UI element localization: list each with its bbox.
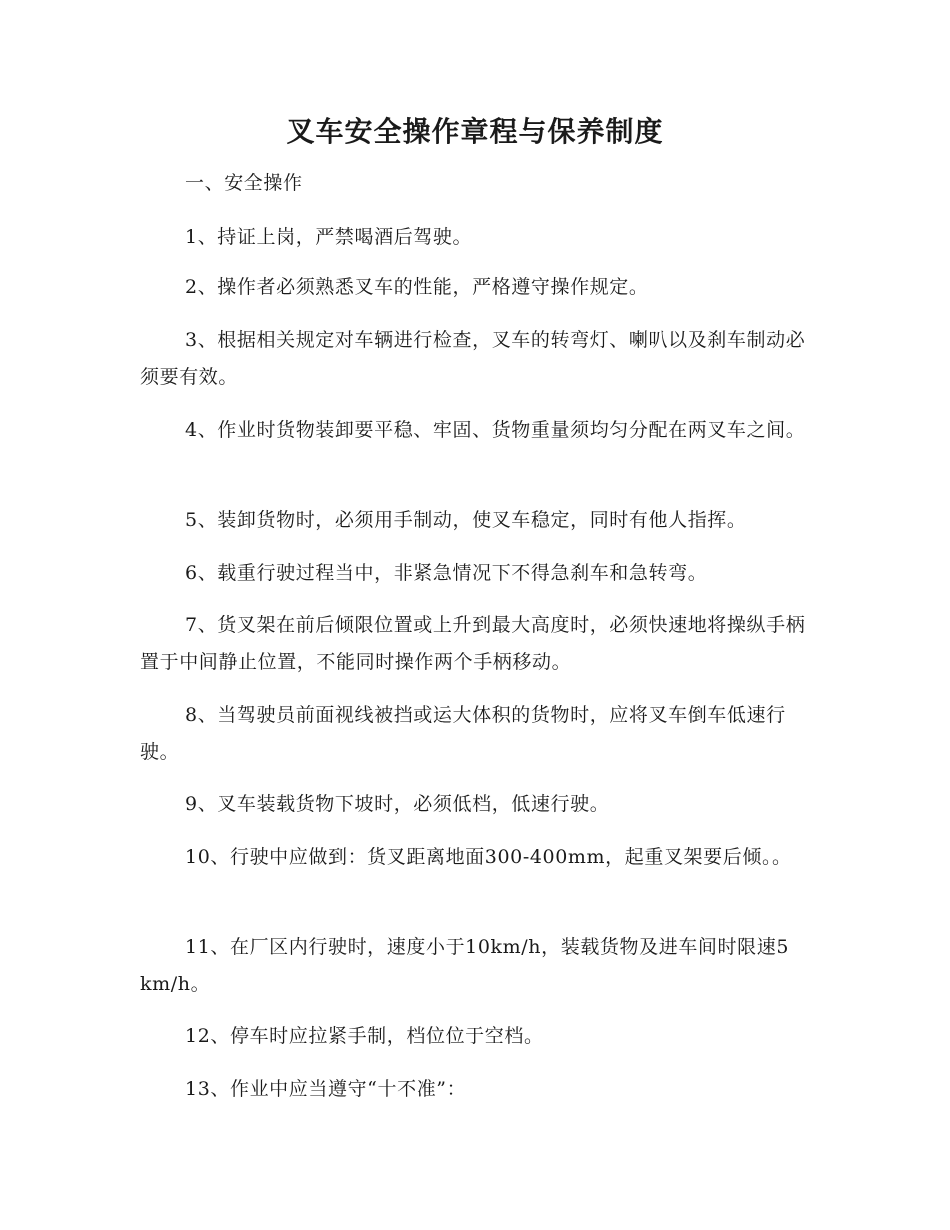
rule-item-13: 13、作业中应当遵守“十不准”： [185,1078,467,1100]
rule-item-11: 11、在厂区内行驶时，速度小于10km/h，装载货物及进车间时限速5 km/h。 [140,936,790,995]
section-heading: 一、安全操作 [185,172,303,194]
rule-item-12: 12、停车时应拉紧手制，档位位于空档。 [185,1025,544,1047]
rule-item-5: 5、装卸货物时，必须用手制动，使叉车稳定，同时有他人指挥。 [185,509,747,531]
rule-item-1: 1、持证上岗，严禁喝酒后驾驶。 [185,226,473,248]
rule-item-8: 8、当驾驶员前面视线被挡或运大体积的货物时，应将叉车倒车低速行驶。 [140,704,786,763]
rule-item-4: 4、作业时货物装卸要平稳、牢固、货物重量须均匀分配在两叉车之间。 [185,419,806,441]
rule-item-2: 2、操作者必须熟悉叉车的性能，严格遵守操作规定。 [185,276,649,298]
rule-item-7: 7、货叉架在前后倾限位置或上升到最大高度时，必须快速地将操纵手柄置于中间静止位置，不能同时操作两个手柄移动。 [140,614,806,673]
document-title: 叉车安全操作章程与保养制度 [286,115,664,148]
rule-item-10: 10、行驶中应做到：货叉距离地面300-400mm，起重叉架要后倾。。 [185,846,792,868]
rule-item-3: 3、根据相关规定对车辆进行检查，叉车的转弯灯、喇叭以及刹车制动必须要有效。 [140,329,806,388]
rule-item-6: 6、载重行驶过程当中，非紧急情况下不得急刹车和急转弯。 [185,562,708,584]
rule-item-9: 9、叉车装载货物下坡时，必须低档，低速行驶。 [185,793,610,815]
